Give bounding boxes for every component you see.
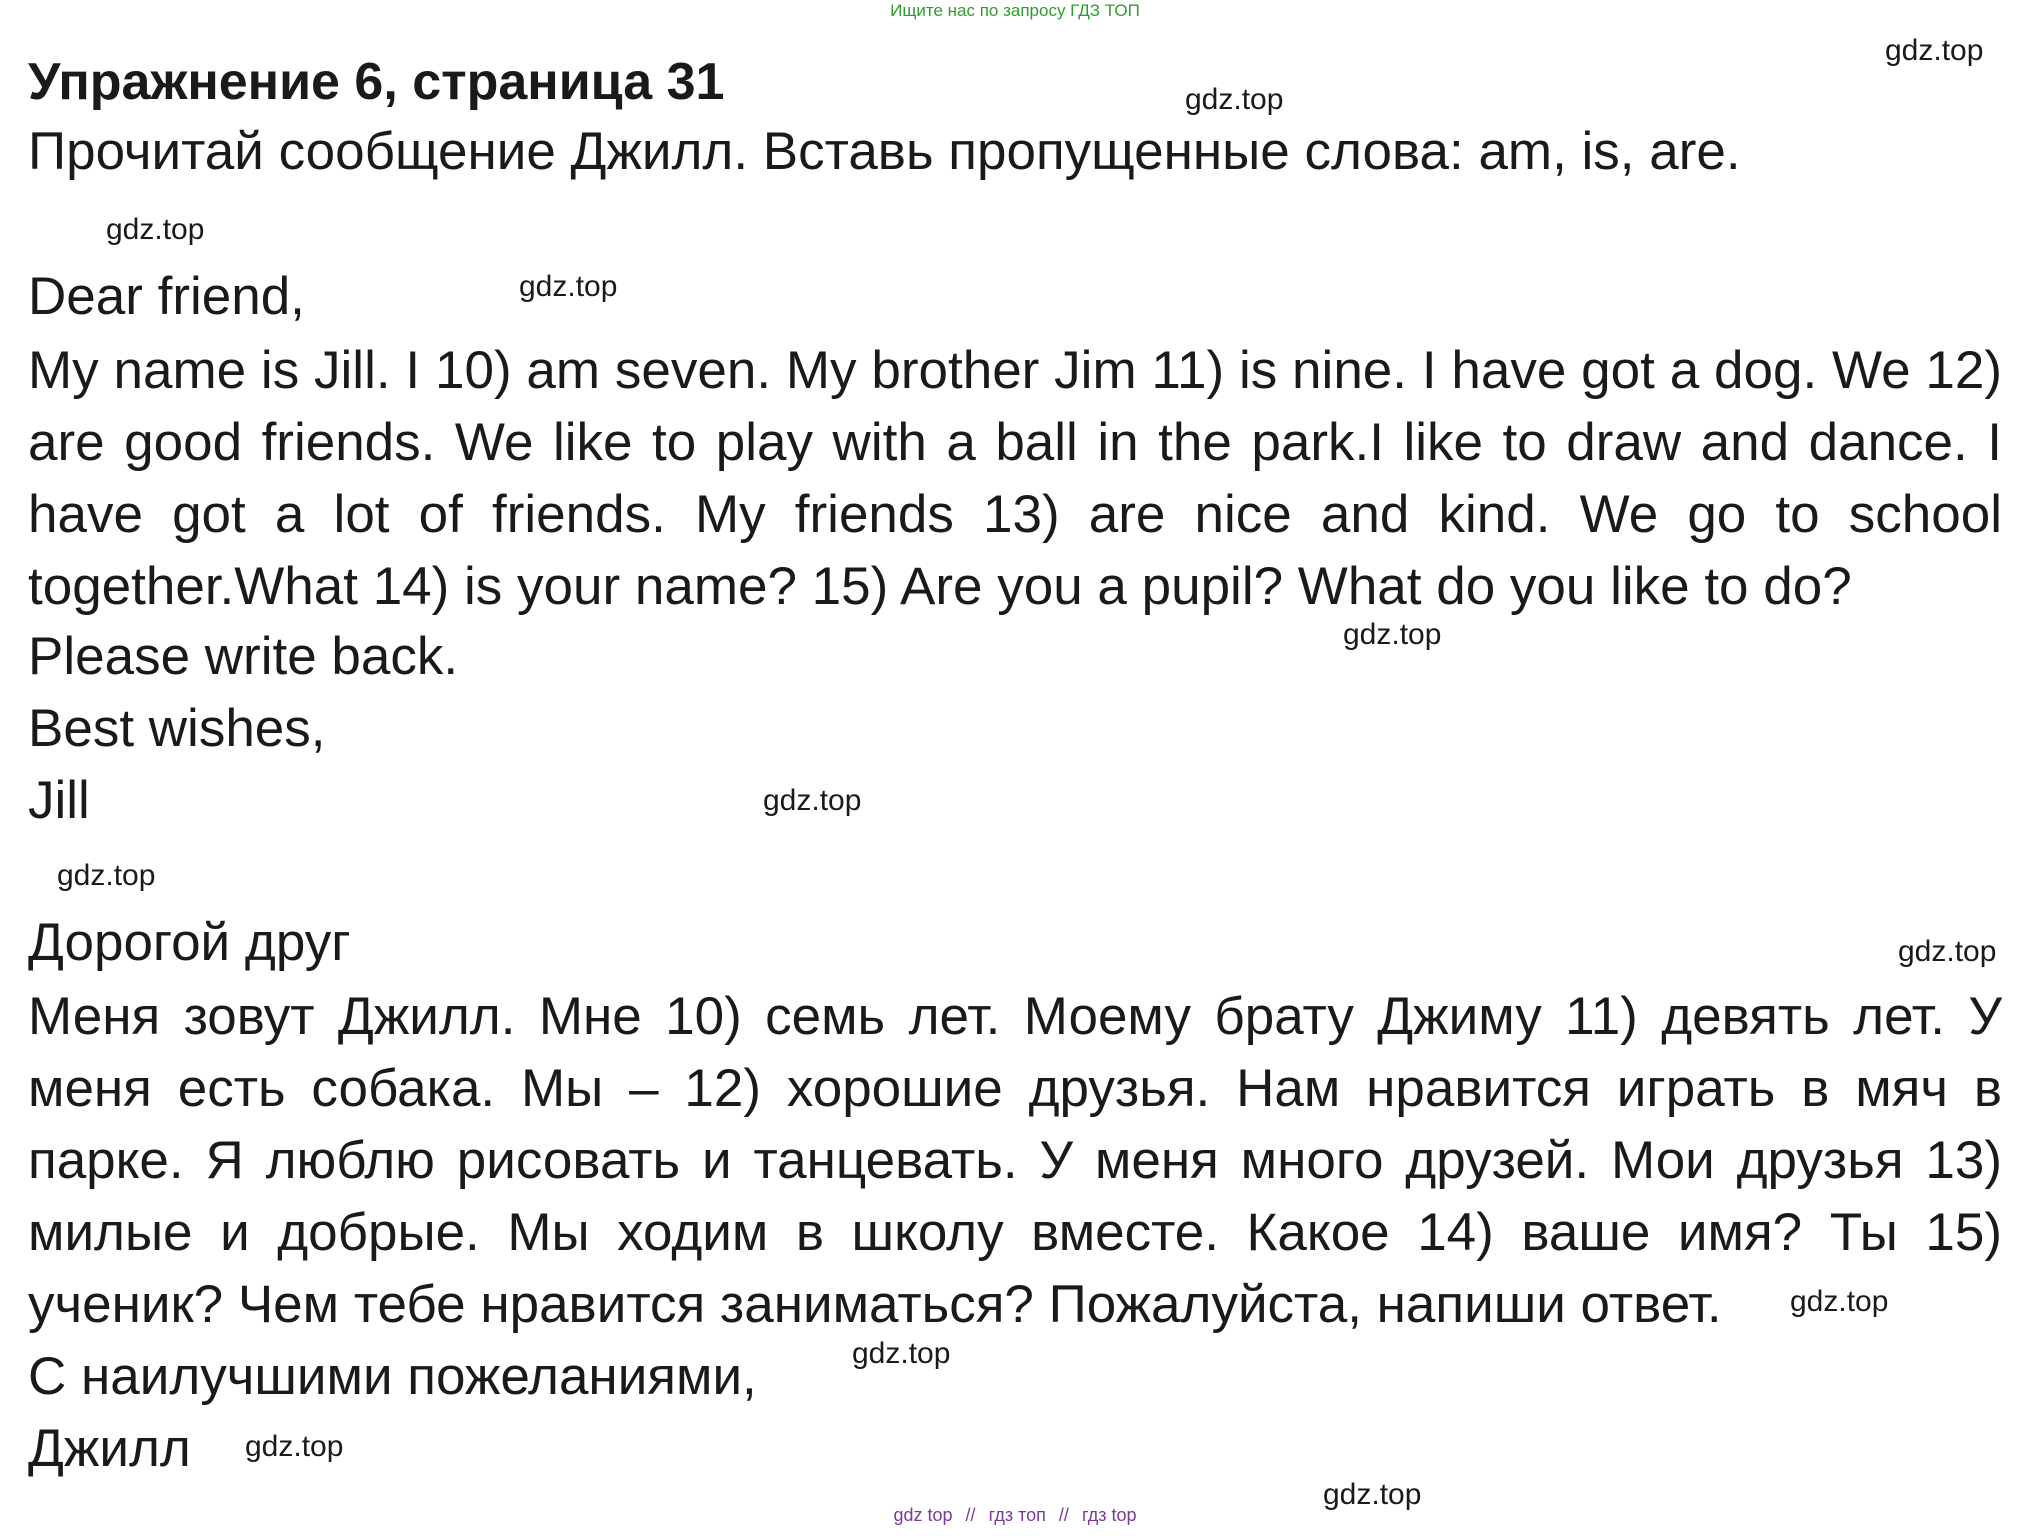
footer bbox=[0, 1504, 2030, 1526]
letter-ru-signature: Джилл bbox=[28, 1419, 191, 1478]
footer-part3: гдз top bbox=[1081, 1505, 1137, 1525]
letter-en-sign-off: Best wishes, bbox=[28, 699, 326, 758]
watermark: gdz.top bbox=[1885, 34, 1984, 67]
page-title: Упражнение 6, страница 31 bbox=[28, 53, 725, 111]
footer-separator: // bbox=[1058, 1505, 1069, 1525]
letter-en-closing-request: Please write back. bbox=[28, 627, 459, 686]
watermark: gdz.top bbox=[245, 1430, 344, 1463]
instruction: Прочитай сообщение Джилл. Вставь пропущенные слова: am, is, are. bbox=[28, 122, 1741, 181]
letter-en-greeting: Dear friend, bbox=[28, 267, 305, 326]
footer-part2: гдз топ bbox=[988, 1505, 1046, 1525]
letter-ru-sign-off: С наилучшими пожеланиями, bbox=[28, 1347, 757, 1406]
watermark: gdz.top bbox=[1343, 618, 1442, 651]
watermark: gdz.top bbox=[1898, 935, 1997, 968]
watermark: gdz.top bbox=[852, 1337, 951, 1370]
watermark: gdz.top bbox=[763, 784, 862, 817]
watermark: gdz.top bbox=[1185, 83, 1284, 116]
letter-en-signature: Jill bbox=[28, 771, 90, 830]
watermark: gdz.top bbox=[1790, 1285, 1889, 1318]
top-banner: Ищите нас по запросу ГДЗ ТОП bbox=[890, 1, 1140, 20]
watermark: gdz.top bbox=[519, 270, 618, 303]
watermark: gdz.top bbox=[57, 859, 156, 892]
footer-separator: // bbox=[965, 1505, 976, 1525]
watermark: gdz.top bbox=[1323, 1478, 1422, 1511]
letter-ru-body: Меня зовут Джилл. Мне 10) семь лет. Моему брату Джиму 11) девять лет. У меня есть собака. Мы – 12) хорошие друзья. Нам нравится играть в мяч в парке. Я люблю рисовать и танцевать. У меня много друзей. Мои друзья 13) милые и добрые. Мы ходим в школу вместе. Какое 14) ваше имя? Ты 15) ученик? Чем тебе нравится заниматься? Пожалуйста, напиши ответ. bbox=[28, 987, 2002, 1334]
footer-part1: gdz top bbox=[893, 1505, 953, 1525]
watermark: gdz.top bbox=[106, 213, 205, 246]
letter-en-body: My name is Jill. I 10) am seven. My brother Jim 11) is nine. I have got a dog. We 12) are good friends. We like to play with a ball in the park.I like to draw and dance. I have got a lot of friends. My friends 13) are nice and kind. We go to school together.What 14) is your name? 15) Are you a pupil? What do you like to do? bbox=[28, 341, 2002, 616]
letter-ru-greeting: Дорогой друг bbox=[28, 913, 351, 972]
